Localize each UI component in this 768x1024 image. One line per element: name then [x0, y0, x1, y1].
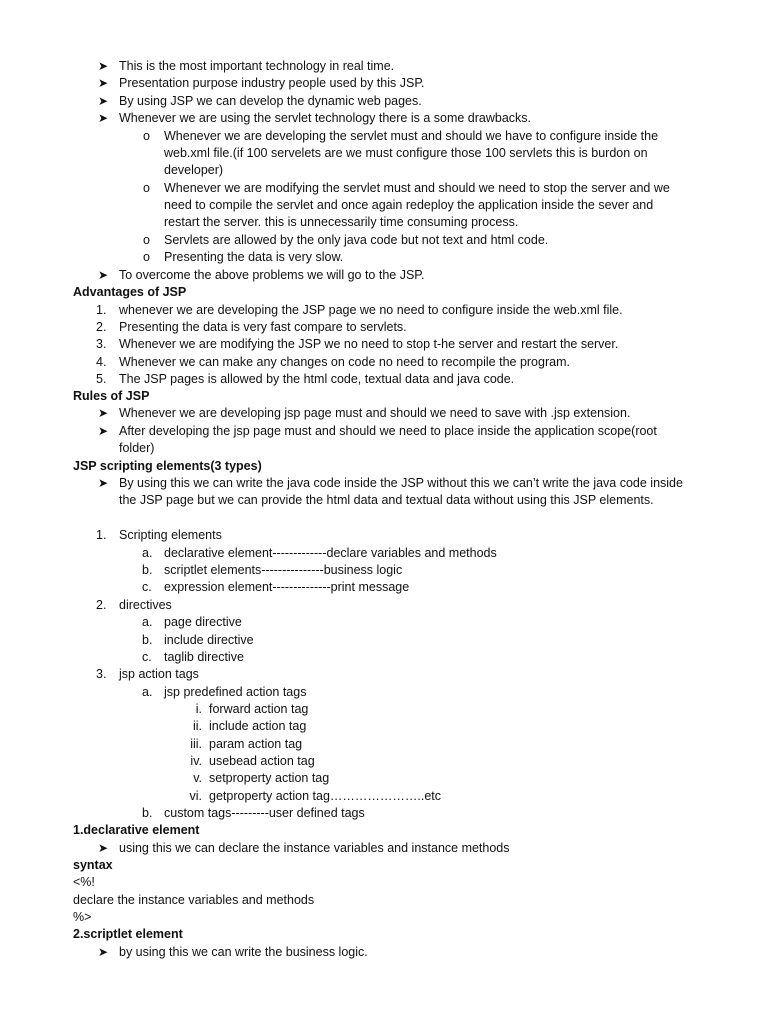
- circle-bullet-icon: o: [143, 129, 150, 143]
- drawback-item-line: restart the server. this is unnecessarily time consuming process.: [164, 215, 519, 229]
- scriptlet-heading: 2.scriptlet element: [73, 927, 183, 941]
- circle-bullet-icon: o: [143, 233, 150, 247]
- scripting-heading: JSP scripting elements(3 types): [73, 459, 262, 473]
- advantage-item: whenever we are developing the JSP page we no need to configure inside the web.xml file.: [119, 303, 623, 317]
- outline-subitem: getproperty action tag…………………..etc: [209, 789, 442, 803]
- outline-letter: b.: [142, 563, 153, 577]
- scriptlet-bullet: by using this we can write the business logic.: [119, 945, 368, 959]
- outline-letter: c.: [142, 580, 152, 594]
- outline-item: scriptlet elements---------------business logic: [164, 563, 403, 577]
- advantage-item: Whenever we are modifying the JSP we no need to stop t-he server and restart the server.: [119, 337, 619, 351]
- list-number: 1.: [96, 303, 107, 317]
- drawback-item-line: need to compile the servlet and once again redeploy the application inside the sever and: [164, 198, 654, 212]
- outline-subitem: setproperty action tag: [209, 771, 330, 785]
- arrow-bullet-icon: ➤: [98, 111, 109, 125]
- rule-item-line: Whenever we are developing jsp page must and should we need to save with .jsp extension.: [119, 406, 631, 420]
- outline-item: include directive: [164, 633, 254, 647]
- arrow-bullet-icon: ➤: [98, 94, 109, 108]
- drawback-item-line: developer): [164, 163, 224, 177]
- syntax-line: %>: [73, 910, 92, 924]
- outline-item: expression element--------------print message: [164, 580, 410, 594]
- list-number: 2.: [96, 320, 107, 334]
- outline-item: page directive: [164, 615, 242, 629]
- outline-item: jsp predefined action tags: [164, 685, 307, 699]
- outline-number: 3.: [96, 667, 107, 681]
- declarative-bullet: using this we can declare the instance variables and instance methods: [119, 841, 510, 855]
- outline-roman: iv.: [190, 754, 202, 768]
- scripting-bullet-line: the JSP page but we can provide the html data and textual data without using this JSP elements.: [119, 493, 654, 507]
- outline-label: directives: [119, 598, 172, 612]
- drawback-item-line: web.xml file.(if 100 servelets are we must configure those 100 servlets this is burdon on: [164, 146, 648, 160]
- declarative-heading: 1.declarative element: [73, 823, 200, 837]
- outline-subitem: include action tag: [209, 719, 307, 733]
- outline-roman: vi.: [189, 789, 202, 803]
- outline-subitem: forward action tag: [209, 702, 309, 716]
- syntax-line: <%!: [73, 875, 95, 889]
- arrow-bullet-icon: ➤: [98, 945, 109, 959]
- outline-subitem: param action tag: [209, 737, 303, 751]
- outline-item: taglib directive: [164, 650, 244, 664]
- outline-letter: b.: [142, 806, 153, 820]
- intro-bullet: By using JSP we can develop the dynamic web pages.: [119, 94, 422, 108]
- arrow-bullet-icon: ➤: [98, 841, 109, 855]
- advantages-heading: Advantages of JSP: [73, 285, 187, 299]
- outline-number: 1.: [96, 528, 107, 542]
- outline-letter: a.: [142, 615, 153, 629]
- overcome-bullet: To overcome the above problems we will go to the JSP.: [119, 268, 425, 282]
- intro-bullet: Presentation purpose industry people used by this JSP.: [119, 76, 425, 90]
- rule-item-line: folder): [119, 441, 155, 455]
- drawback-item-line: Servlets are allowed by the only java code but not text and html code.: [164, 233, 549, 247]
- advantage-item: Presenting the data is very fast compare to servlets.: [119, 320, 407, 334]
- list-number: 5.: [96, 372, 107, 386]
- arrow-bullet-icon: ➤: [98, 424, 109, 438]
- outline-roman: ii.: [192, 719, 202, 733]
- outline-roman: iii.: [190, 737, 202, 751]
- arrow-bullet-icon: ➤: [98, 406, 109, 420]
- circle-bullet-icon: o: [143, 181, 150, 195]
- outline-item: declarative element-------------declare variables and methods: [164, 546, 497, 560]
- list-number: 4.: [96, 355, 107, 369]
- outline-letter: c.: [142, 650, 152, 664]
- outline-letter: b.: [142, 633, 153, 647]
- outline-subitem: usebead action tag: [209, 754, 315, 768]
- drawback-item-line: Presenting the data is very slow.: [164, 250, 344, 264]
- outline-roman: i.: [195, 702, 202, 716]
- outline-item: custom tags---------user defined tags: [164, 806, 365, 820]
- advantage-item: The JSP pages is allowed by the html code, textual data and java code.: [119, 372, 515, 386]
- arrow-bullet-icon: ➤: [98, 76, 109, 90]
- circle-bullet-icon: o: [143, 250, 150, 264]
- outline-roman: v.: [193, 771, 202, 785]
- outline-label: Scripting elements: [119, 528, 222, 542]
- arrow-bullet-icon: ➤: [98, 476, 109, 490]
- arrow-bullet-icon: ➤: [98, 59, 109, 73]
- drawback-item-line: Whenever we are developing the servlet must and should we have to configure inside the: [164, 129, 659, 143]
- arrow-bullet-icon: ➤: [98, 268, 109, 282]
- syntax-line: declare the instance variables and methods: [73, 893, 315, 907]
- outline-letter: a.: [142, 546, 153, 560]
- outline-label: jsp action tags: [119, 667, 199, 681]
- outline-number: 2.: [96, 598, 107, 612]
- intro-bullet: This is the most important technology in real time.: [119, 59, 395, 73]
- scripting-bullet-line: By using this we can write the java code inside the JSP without this we can’t write the java code inside: [119, 476, 683, 490]
- advantage-item: Whenever we can make any changes on code no need to recompile the program.: [119, 355, 570, 369]
- outline-letter: a.: [142, 685, 153, 699]
- list-number: 3.: [96, 337, 107, 351]
- rule-item-line: After developing the jsp page must and should we need to place inside the application scope(root: [119, 424, 657, 438]
- drawback-item-line: Whenever we are modifying the servlet must and should we need to stop the server and we: [164, 181, 670, 195]
- intro-bullet: Whenever we are using the servlet technology there is a some drawbacks.: [119, 111, 532, 125]
- rules-heading: Rules of JSP: [73, 389, 150, 403]
- syntax-heading: syntax: [73, 858, 113, 872]
